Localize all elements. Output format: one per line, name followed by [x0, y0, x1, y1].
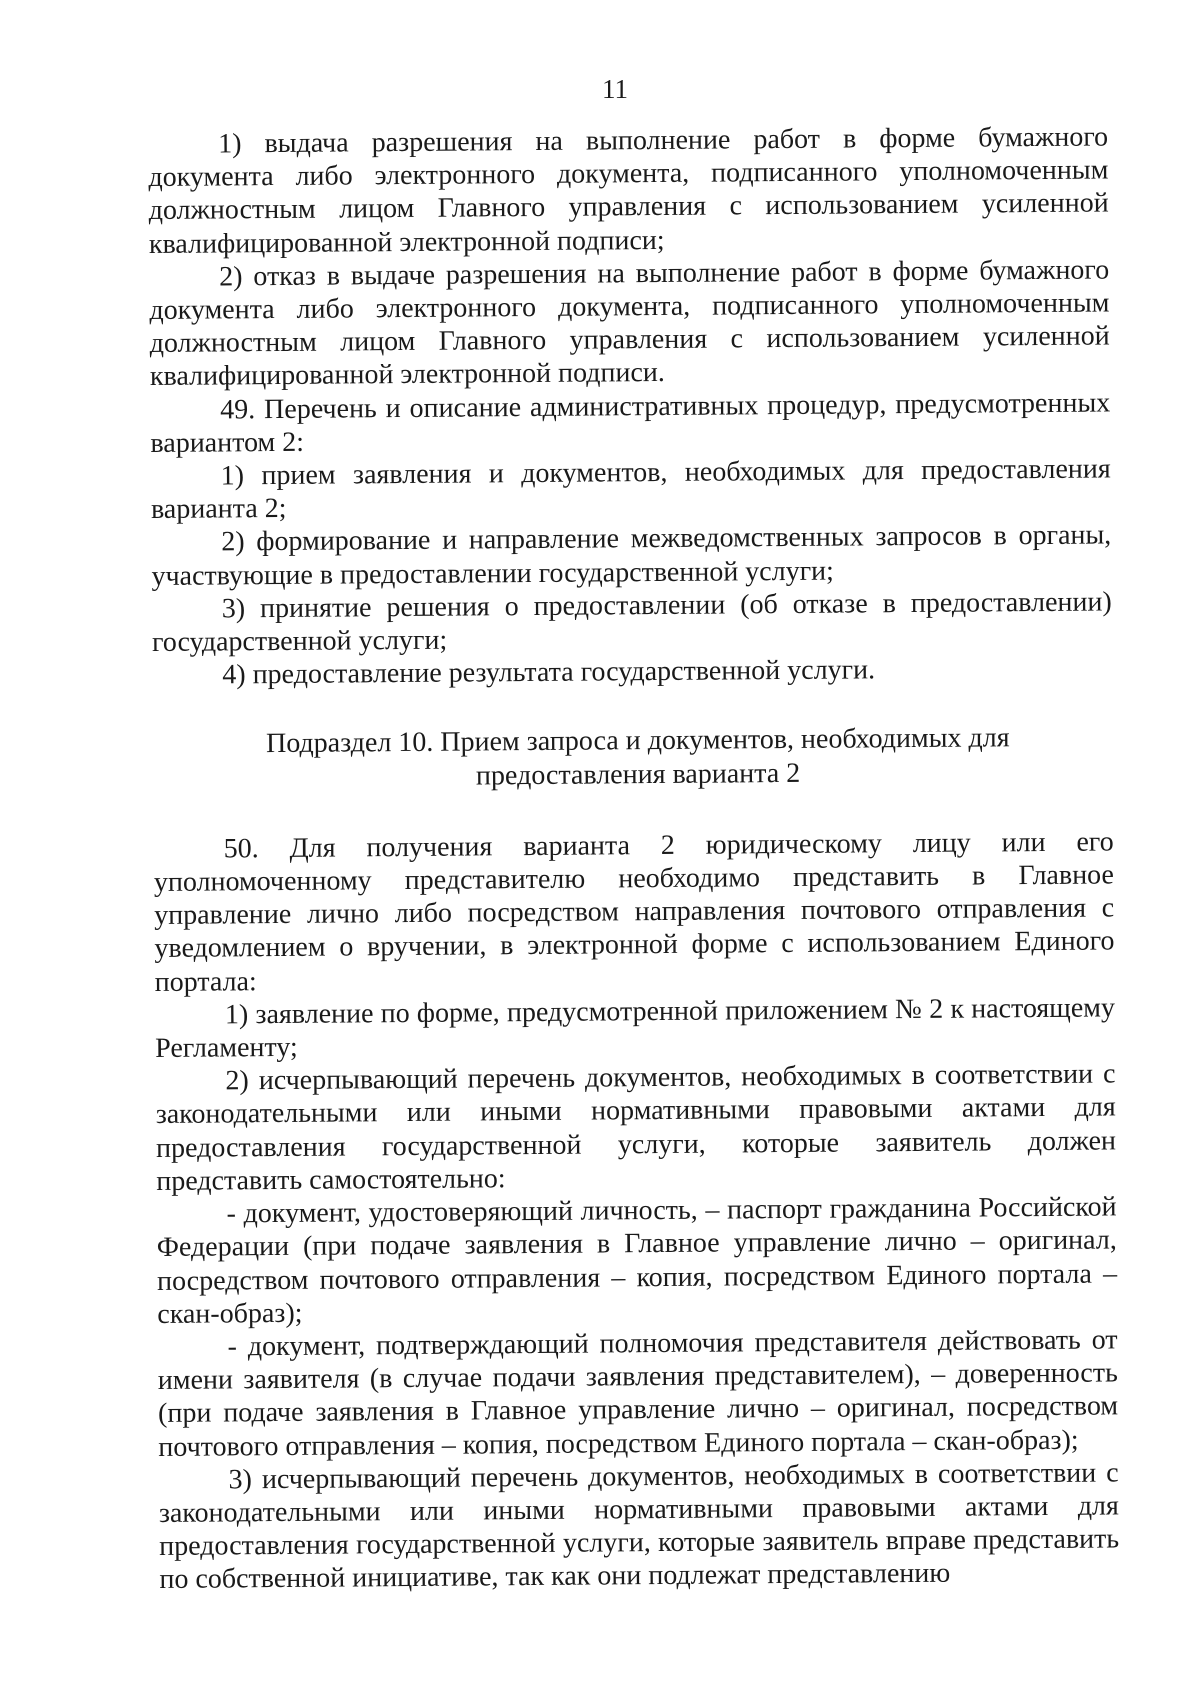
paragraph: 1) заявление по форме, предусмотренной приложением № 2 к настоящему Регламенту; [155, 992, 1116, 1065]
paragraphs-before [148, 120, 1112, 692]
section-heading-line: предоставления варианта 2 [475, 757, 801, 792]
page-number: 11 [602, 74, 628, 104]
list-item: - документ, удостоверяющий личность, – паспорт гражданина Российской Федерации (при подаче заявления в Главное управление лично – оригинал, посредством почтового отправления – копия, посредством Единого портала – скан-образ); [156, 1191, 1118, 1330]
paragraph: 1) прием заявления и документов, необходимых для предоставления варианта 2; [150, 453, 1111, 526]
paragraph: 50. Для получения варианта 2 юридическому лицу или его уполномоченному представителю необходимо представить в Главное управление лично либо посредством направления почтового отправления с уведомлением о вручении, в электронной форме с использованием Единого портала: [153, 826, 1115, 998]
section-heading [153, 721, 1113, 795]
paragraph: 2) формирование и направление межведомственных запросов в органы, участвующие в предоставлении государственной услуги; [151, 519, 1112, 592]
paragraph: 49. Перечень и описание административных процедур, предусмотренных вариантом 2: [150, 387, 1111, 459]
paragraph: 2) отказ в выдаче разрешения на выполнение работ в форме бумажного документа либо электронного документа, подписанного уполномоченным должностным лицом Главного управления с использованием усиленной квалифицированной электронной подписи. [149, 254, 1110, 393]
document-body [148, 120, 1120, 1596]
section-heading-line: Подраздел 10. Прием запроса и документов, необходимых для [265, 722, 1010, 760]
paragraph: 3) принятие решения о предоставлении (об отказе в предоставлении) государственной услуги; [151, 586, 1112, 659]
paragraphs-after [154, 825, 1120, 1596]
paragraph: 4) предоставление результата государственной услуги. [222, 654, 876, 691]
paragraph: 1) выдача разрешения на выполнение работ в форме бумажного документа либо электронного документа, подписанного уполномоченным должностным лицом Главного управления с использованием усиленной квалифицированной электронной подписи; [148, 121, 1109, 260]
paragraph: 2) исчерпывающий перечень документов, необходимых в соответствии с законодательными или иными нормативными правовыми актами для предоставления государственной услуги, которые заявитель должен представить самостоятельно: [155, 1058, 1117, 1197]
paragraph: 3) исчерпывающий перечень документов, необходимых в соответствии с законодательными или иными нормативными правовыми актами для предоставления государственной услуги, которые заявитель вправе представить по собственной инициативе, так как они подлежат представлению [158, 1457, 1120, 1596]
list-item: - документ, подтверждающий полномочия представителя действовать от имени заявителя (в случае подачи заявления представителем), – доверенность (при подаче заявления в Главное управление лично – оригинал, посредством почтового отправления – копия, посредством Единого портала – скан-образ); [157, 1324, 1119, 1463]
